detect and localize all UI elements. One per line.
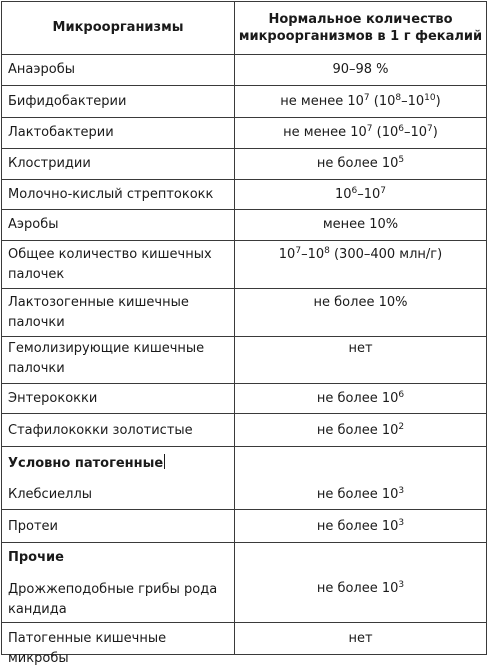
table-row-group [2, 446, 486, 509]
value-part: не более 10 [316, 519, 399, 534]
value-exponent: 6 [398, 124, 404, 134]
row-name-line: кандида [8, 602, 67, 617]
row-name: Бифидобактерии [8, 94, 127, 109]
value-part: не более 10 [316, 581, 399, 596]
row-name-line: Дрожжеподобные грибы рода [8, 582, 218, 597]
row-name-line: Общее количество кишечных [8, 247, 212, 262]
value-part: не менее 10 [280, 94, 364, 109]
table-row [2, 288, 486, 336]
value-exponent: 7 [295, 246, 302, 256]
row-value: не более 10% [313, 295, 408, 310]
table-row [2, 209, 486, 240]
row-name: Энтерококки [8, 391, 98, 406]
row-value [235, 421, 486, 441]
row-name: Аэробы [8, 217, 59, 232]
header-normal-count-line1: Нормальное количество [268, 12, 453, 27]
value-part: не более 10 [316, 156, 399, 171]
row-value [235, 579, 486, 599]
table-row [2, 117, 486, 148]
value-part: –10 [401, 94, 425, 109]
value-exponent: 3 [398, 518, 405, 528]
value-part: –10 [403, 125, 428, 140]
table-row [2, 179, 486, 209]
value-part: (10 [372, 125, 399, 140]
table-row [2, 148, 486, 179]
table-row [2, 54, 486, 85]
row-name: Протеи [8, 519, 59, 534]
value-exponent: 7 [363, 93, 370, 103]
row-value [235, 245, 486, 265]
value-part: 10 [334, 187, 352, 202]
header-normal-count [235, 11, 486, 45]
table-row [2, 383, 486, 413]
value-part: ) [432, 125, 438, 140]
table-row [2, 413, 486, 446]
row-name: Молочно-кислый стрептококк [8, 187, 214, 202]
header-microorganisms: Микроорганизмы [52, 20, 184, 35]
value-part: (10 [369, 94, 396, 109]
value-exponent: 2 [398, 422, 405, 432]
value-exponent: 3 [398, 486, 405, 496]
table-row [2, 240, 486, 288]
value-exponent: 8 [324, 246, 330, 256]
row-name-line: палочки [8, 315, 65, 330]
table-row [2, 85, 486, 117]
row-value: 90–98 % [332, 62, 389, 77]
value-part: не более 10 [316, 487, 399, 502]
row-name [8, 580, 230, 620]
value-exponent: 3 [398, 580, 405, 590]
row-value [235, 185, 486, 205]
microorganisms-table [1, 1, 487, 666]
value-part: не менее 10 [283, 125, 367, 140]
header-normal-count-line2: микроорганизмов в 1 г фекалий [238, 29, 483, 44]
value-exponent: 6 [398, 390, 405, 400]
row-name: Патогенные кишечные микробы [8, 631, 167, 666]
value-exponent: 5 [398, 155, 405, 165]
row-name: Клебсиеллы [8, 487, 93, 502]
value-part: не более 10 [316, 391, 399, 406]
group-heading-text: Условно патогенные [8, 456, 164, 471]
row-value [235, 92, 486, 112]
row-name: Клостридии [8, 156, 91, 171]
value-part: –10 [301, 247, 325, 262]
row-name: Анаэробы [8, 62, 75, 77]
row-name-line: палочки [8, 361, 65, 376]
text-cursor [164, 454, 165, 469]
row-name-line: Гемолизирующие кишечные [8, 341, 205, 356]
row-name [8, 339, 230, 379]
row-name-line: Лактозогенные кишечные [8, 295, 189, 310]
value-exponent: 8 [395, 93, 402, 103]
value-part: (300–400 млн/г) [329, 247, 443, 262]
row-name: Лактобактерии [8, 125, 114, 140]
value-exponent: 7 [366, 124, 373, 134]
value-exponent: 6 [351, 186, 358, 196]
value-exponent: 7 [380, 186, 387, 196]
value-part: не более 10 [316, 423, 399, 438]
row-value: нет [348, 631, 373, 646]
value-part: 10 [278, 247, 296, 262]
table-header-row [2, 2, 486, 54]
value-part: ) [435, 94, 441, 109]
value-part: –10 [357, 187, 381, 202]
value-exponent: 10 [424, 93, 436, 103]
row-value: менее 10% [322, 217, 399, 232]
row-value [235, 123, 486, 143]
group-heading: Прочие [8, 550, 64, 565]
table-row [2, 509, 486, 542]
row-value [235, 154, 486, 174]
row-name [8, 245, 230, 285]
row-value [235, 389, 486, 409]
row-name: Стафилококки золотистые [8, 423, 193, 438]
group-heading [8, 454, 230, 474]
row-value [235, 485, 486, 505]
row-value [235, 517, 486, 537]
table-row-group [2, 542, 486, 622]
row-value: нет [348, 341, 373, 356]
value-exponent: 7 [427, 124, 433, 134]
row-name [8, 293, 230, 333]
table-row [2, 336, 486, 383]
row-name-line: палочек [8, 267, 65, 282]
table-row [2, 622, 486, 666]
